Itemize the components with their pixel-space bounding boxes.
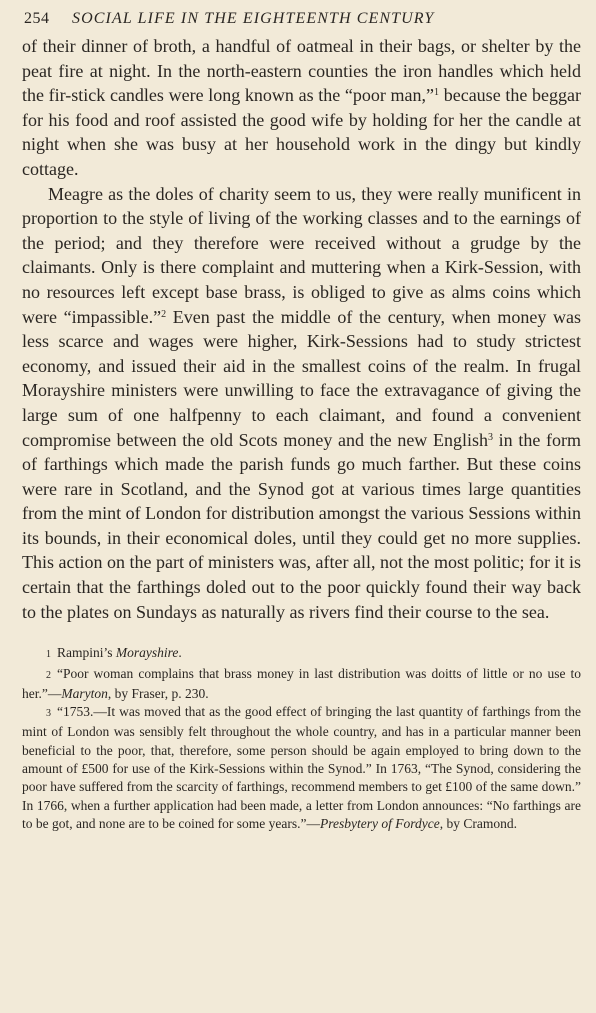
footnote-1-number: 1 [46, 649, 51, 661]
paragraph-1 [22, 34, 581, 182]
footnote-3-title: Presbytery of Fordyce [320, 815, 440, 831]
footnote-1-text-a: Rampini’s [57, 645, 116, 661]
page-number: 254 [24, 10, 50, 27]
footnote-3-text-b: , by Cramond. [439, 815, 517, 831]
footnote-2-number: 2 [46, 669, 51, 681]
footnote-1 [22, 644, 581, 664]
footnote-ref-2: 2 [161, 308, 167, 320]
footnote-3-number: 3 [46, 708, 51, 720]
body-text [22, 34, 581, 624]
running-head [22, 10, 581, 34]
paragraph-2-text-a: Meagre as the doles of charity seem to us, they were really munificent in proportion to the style of living of the working classes and to the earnings of the period; and they therefore were received without a grudge by the claimants. Only is there complaint and muttering when a Kirk-Session, with no resources left except base brass, is obliged to give as alms coins which were “impassible.” [22, 183, 581, 327]
footnote-2-title: Maryton [61, 685, 108, 701]
footnotes [22, 644, 581, 833]
footnote-3 [22, 703, 581, 833]
paragraph-2-text-c: in the form of farthings which made the parish funds go much farther. But these coins were rare in Scotland, and the Synod got at various times large quantities from the mint of London for distribution amongst the various Sessions within its bounds, in their economical doles, until they could get no more supplies. This action on the part of ministers was, after all, not the most politic; for it is certain that the farthings doled out to the poor quickly found their way back to the plates on Sundays as naturally as rivers find their course to the sea. [22, 429, 582, 622]
footnote-ref-3: 3 [488, 431, 493, 443]
footnote-2 [22, 665, 581, 704]
paragraph-2 [22, 182, 581, 625]
footnote-2-text-a: “Poor woman complains that brass money in last distribution was doitts of little or no use to her.”— [22, 665, 581, 701]
paragraph-1-text-b: because the beggar for his food and roof assisted the good wife by holding for her the candle at night when she was busy at her household work in the dingy but kindly cottage. [22, 85, 581, 179]
footnote-2-text-b: , by Fraser, p. 230. [107, 685, 209, 701]
footnote-1-text-b: . [178, 645, 182, 661]
footnote-1-title: Morayshire [115, 645, 179, 661]
footnote-ref-1: 1 [434, 87, 440, 99]
paragraph-2-text-b: Even past the middle of the century, when money was less scarce and wages were higher, Kirk-Sessions had to study strictest economy, and issued their aid in the smallest coins of the realm. In frugal Morayshire ministers were unwilling to face the extravagance of giving the large sum of one halfpenny to each claimant, and found a convenient compromise between the old Scots money and the new English [22, 306, 581, 450]
footnote-3-text-a: “1753.—It was moved that as the good effect of bringing the last quantity of farthings from the mint of London was sensibly felt throughout the whole country, and has in a particular manner been beneficial to the poor, that, therefore, some person should be again employed to bring down to the amount of £500 for use of the Kirk-Sessions within the Synod.” In 1763, “The Synod, considering the poor have suffered from the scarcity of farthings, recommend members to get £100 of the same down.” In 1766, when a further application had been made, a letter from London announces: “No farthings are to be got, and none are to be coined for some years.”— [22, 704, 581, 831]
running-title: SOCIAL LIFE IN THE EIGHTEENTH CENTURY [72, 10, 435, 27]
paragraph-1-text-a: of their dinner of broth, a handful of oatmeal in their bags, or shelter by the peat fire at night. In the north-eastern counties the iron handles which held the fir-stick candles were long known as the “poor man,” [22, 36, 581, 106]
